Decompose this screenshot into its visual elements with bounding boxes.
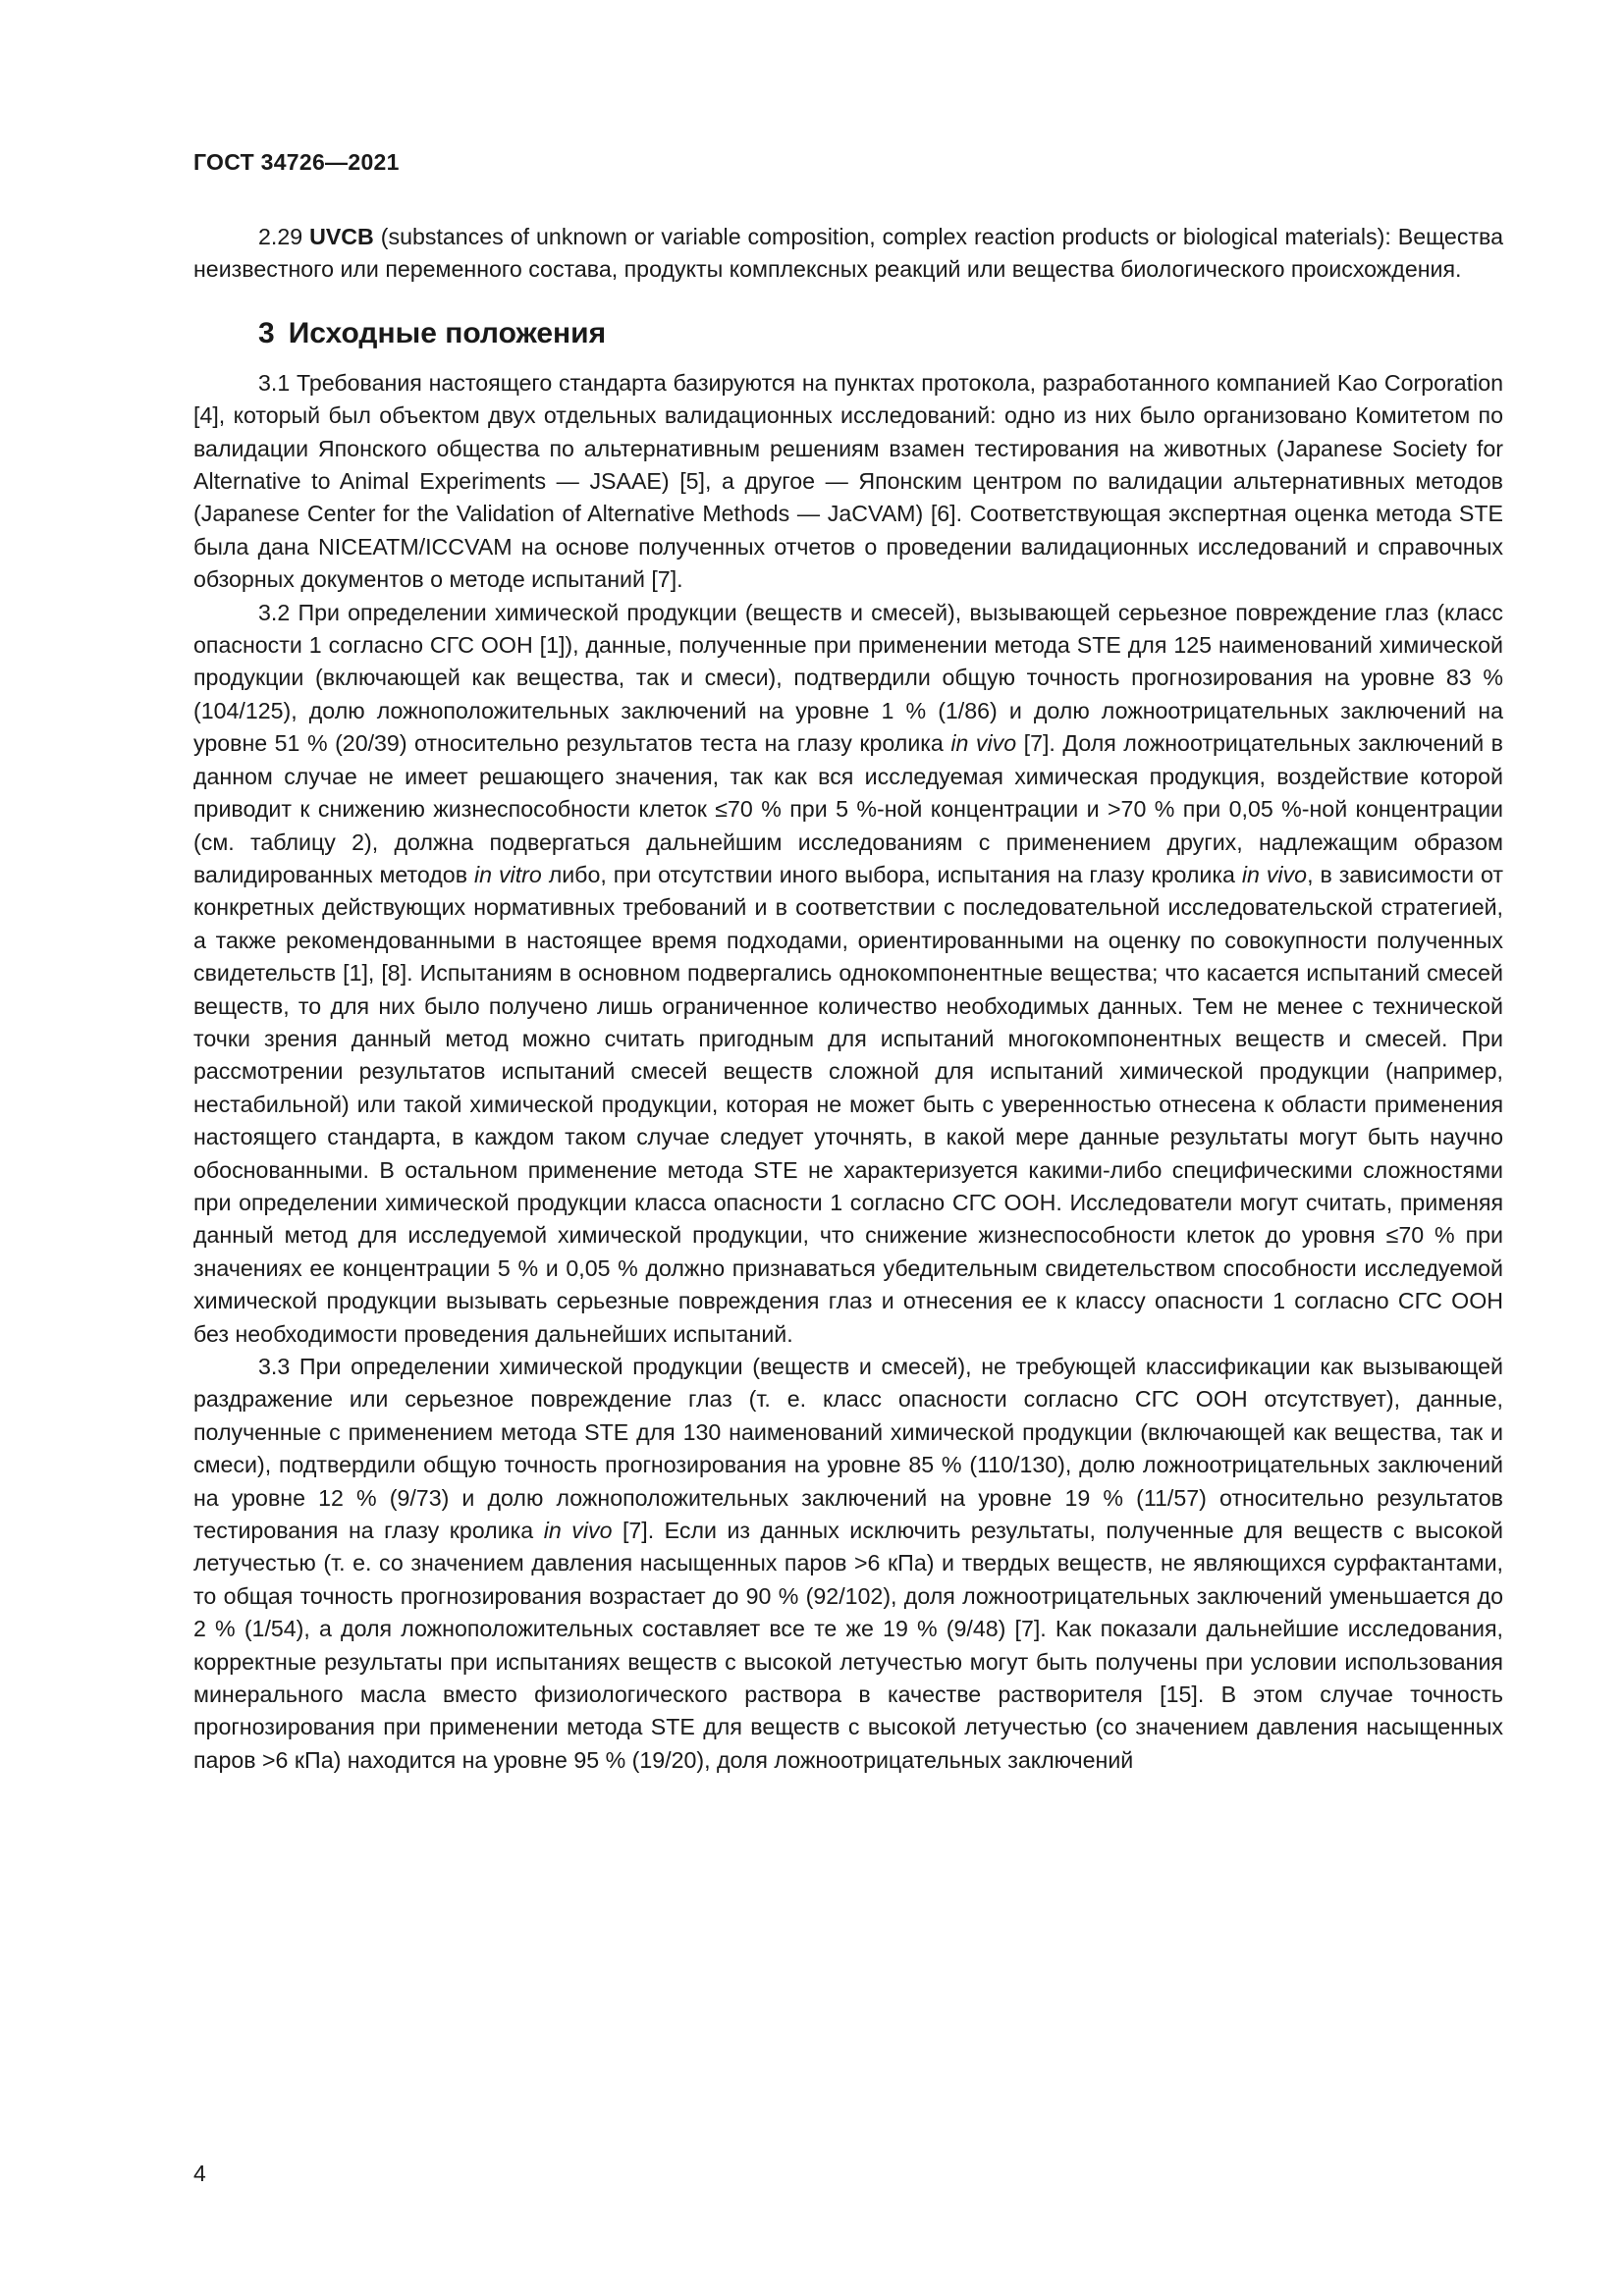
paragraph-3-3: 3.3 При определении химической продукции (веществ и смесей), не требующей классификации как вызывающей раздражение или серьезное повреждение глаз (т. е. класс опасности согласно СГС ООН отсутствует), данные, полученные с применением метода STE для 130 наименований химической продукции (включающей как вещества, так и смеси), подтвердили общую точность прогнозирования на уровне 85 % (110/130), долю ложноотрицательных заключений на уровне 12 % (9/73) и долю ложноположительных заключений на уровне 19 % (11/57) относительно результатов тестирования на глазу кролика in vivo [7]. Если из данных исключить результаты, полученные для веществ с высокой летучестью (т. е. со значением давления насыщенных паров >6 кПа) и твердых веществ, не являющихся сурфактантами, то общая точность прогнозирования возрастает до 90 % (92/102), доля ложноотрицательных заключений уменьшается до 2 % (1/54), а доля ложноположительных составляет все те же 19 % (9/48) [7]. Как показали дальнейшие исследования, корректные результаты при испытаниях веществ с высокой летучестью могут быть получены при условии использования минерального масла вместо физиологического раствора в качестве растворителя [15]. В этом случае точность прогнозирования при применении метода STE для веществ с высокой летучестью (со значением давления насыщенных паров >6 кПа) находится на уровне 95 % (19/20), доля ложноотрицательных заключений bbox=[193, 1354, 1503, 1773]
document-body bbox=[193, 221, 1503, 1777]
section-heading bbox=[193, 310, 1503, 357]
definition-term: UVCB bbox=[309, 224, 374, 249]
definition-text: (substances of unknown or variable composition, complex reaction products or biological materials): Вещества неизвестного или переменного состава, продукты комплексных реакций или вещества биологического происхождения. bbox=[193, 224, 1503, 283]
section-title: Исходные положения bbox=[288, 316, 607, 349]
paragraph-3-1: 3.1 Требования настоящего стандарта базируются на пунктах протокола, разработанного компанией Kao Corporation [4], который был объектом двух отдельных валидационных исследований: одно из них было организовано Комитетом по валидации Японского общества по альтернативным решениям взамен тестирования на животных (Japanese Society for Alternative to Animal Experiments — JSAAE) [5], а другое — Японским центром по валидации альтернативных методов (Japanese Center for the Validation of Alternative Methods — JaCVAM) [6]. Соответствующая экспертная оценка метода STE была дана NICEATM/ICCVAM на основе полученных отчетов о проведении валидационных исследований и справочных обзорных документов о методе испытаний [7]. bbox=[193, 369, 1503, 593]
document-header: ГОСТ 34726—2021 bbox=[193, 149, 400, 175]
page-number: 4 bbox=[193, 2161, 206, 2186]
definition-number: 2.29 bbox=[258, 224, 310, 249]
paragraph-3-2: 3.2 При определении химической продукции (веществ и смесей), вызывающей серьезное повреждение глаз (класс опасности 1 согласно СГС ООН [1]), данные, полученные при применении метода STE для 125 наименований химической продукции (включающей как вещества, так и смеси), подтвердили общую точность прогнозирования на уровне 83 % (104/125), долю ложноположительных заключений на уровне 1 % (1/86) и долю ложноотрицательных заключений на уровне 51 % (20/39) относительно результатов теста на глазу кролика in vivo [7]. Доля ложноотрицательных заключений в данном случае не имеет решающего значения, так как вся исследуемая химическая продукция, воздействие которой приводит к снижению жизнеспособности клеток ≤70 % при 5 %-ной концентрации и >70 % при 0,05 %-ной концентрации (см. таблицу 2), должна подвергаться дальнейшим исследованиям с применением других, надлежащим образом валидированных методов in vitro либо, при отсутствии иного выбора, испытания на глазу кролика in vivo, в зависимости от конкретных действующих нормативных требований и в соответствии с последовательной исследовательской стратегией, а также рекомендованными в настоящее время подходами, ориентированными на оценку по совокупности полученных свидетельств [1], [8]. Испытаниям в основном подвергались однокомпонентные вещества; что касается испытаний смесей веществ, то для них было получено лишь ограниченное количество необходимых данных. Тем не менее с технической точки зрения данный метод можно считать пригодным для испытаний многокомпонентных веществ и смесей. При рассмотрении результатов испытаний смесей веществ сложной для испытаний химической продукции (например, нестабильной) или такой химической продукции, которая не может быть с уверенностью отнесена к области применения настоящего стандарта, в каждом таком случае следует уточнять, в какой мере данные результаты могут быть научно обоснованными. В остальном применение метода STE не характеризуется какими-либо специфическими сложностями при определении химической продукции класса опасности 1 согласно СГС ООН. Исследователи могут считать, применяя данный метод для исследуемой химической продукции, что снижение жизнеспособности клеток до уровня ≤70 % при значениях ее концентрации 5 % и 0,05 % должно признаваться убедительным свидетельством способности исследуемой химической продукции вызывать серьезные повреждения глаз и отнесения ее к классу опасности 1 согласно СГС ООН без необходимости проведения дальнейших испытаний. bbox=[193, 599, 1504, 1347]
definition-2-29 bbox=[193, 221, 1503, 287]
section-number: 3 bbox=[258, 316, 275, 349]
